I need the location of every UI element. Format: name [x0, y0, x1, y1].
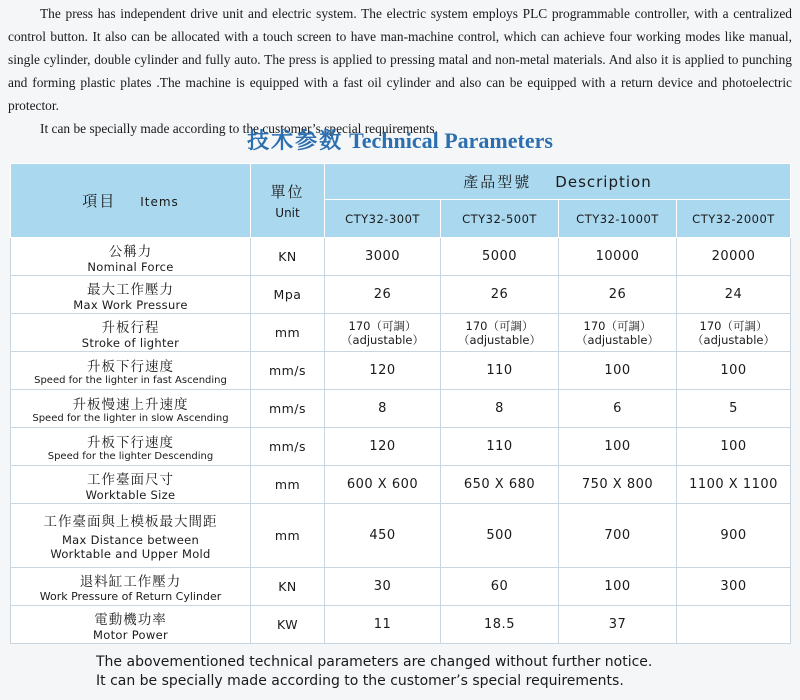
table-cell: 900 [677, 504, 791, 568]
row-label-en: Speed for the lighter in fast Ascending [34, 375, 227, 386]
row-label-en: Worktable Size [85, 487, 176, 502]
row-label-cn: 升板下行速度 [87, 435, 174, 451]
model-header: CTY32-1000T [559, 200, 677, 238]
cell-sub: （adjustable） [692, 332, 775, 347]
table-cell: 110 [441, 428, 559, 466]
table-cell [325, 314, 441, 352]
row-label-en: Stroke of lighter [81, 335, 180, 350]
table-cell [559, 314, 677, 352]
table-cell: 600 X 600 [325, 466, 441, 504]
table-cell: 10000 [559, 238, 677, 276]
table-cell: 300 [677, 568, 791, 606]
row-label [11, 504, 251, 568]
row-label-cn: 最大工作壓力 [87, 281, 174, 298]
table-cell: 110 [441, 352, 559, 390]
row-unit: KN [251, 568, 325, 606]
table-cell: 26 [559, 276, 677, 314]
table-cell: 8 [441, 390, 559, 428]
intro-paragraph-1: The press has independent drive unit and electric system. The electric system employs PLC programmable controller, with a centralized control button. It also can be allocated with a touch screen to have man-machine control, which can achieve four working modes like manual, single cylinder, double cylinder and fully auto. The press is applied to pressing matal and non-metal materials. And also it is applied to punching and forming plastic plates .The machine is equipped with a fast oil cylinder and also can be equipped with a return device and photoelectric protector. [8, 6, 792, 113]
row-unit: mm/s [251, 428, 325, 466]
table-cell: 5 [677, 390, 791, 428]
row-label-en-2: Worktable and Upper Mold [50, 547, 211, 561]
row-label [11, 428, 251, 466]
row-label-cn: 公稱力 [108, 243, 153, 260]
table-cell [677, 314, 791, 352]
intro-text [8, 2, 792, 140]
heading-cn: 技术参数 [247, 129, 344, 154]
row-unit: mm [251, 466, 325, 504]
cell-sub: （adjustable） [458, 332, 541, 347]
table-row [11, 504, 791, 568]
table-row [11, 466, 791, 504]
heading-en: Technical Parameters [349, 128, 553, 153]
table-cell: 100 [559, 428, 677, 466]
table-cell: 18.5 [441, 606, 559, 644]
table-cell: 30 [325, 568, 441, 606]
row-label-en: Speed for the lighter in slow Ascending [32, 413, 229, 424]
row-unit: mm [251, 314, 325, 352]
cell-value: 170（可調） [583, 318, 652, 333]
table-cell: 24 [677, 276, 791, 314]
table-cell [677, 606, 791, 644]
row-label-en: Speed for the lighter Descending [47, 451, 214, 462]
table-cell: 700 [559, 504, 677, 568]
table-row [11, 352, 791, 390]
table-cell: 26 [441, 276, 559, 314]
unit-header [251, 164, 325, 238]
row-label-cn: 升板行程 [101, 319, 160, 336]
items-header [11, 164, 251, 238]
table-row [11, 390, 791, 428]
section-heading [0, 126, 800, 157]
table-cell: 26 [325, 276, 441, 314]
items-header-cn: 項目 [82, 192, 117, 210]
row-label [11, 466, 251, 504]
cell-value: 170（可調） [465, 318, 534, 333]
row-label [11, 568, 251, 606]
table-cell: 750 X 800 [559, 466, 677, 504]
table-cell: 500 [441, 504, 559, 568]
row-label [11, 390, 251, 428]
parameters-table [10, 163, 791, 644]
table-cell: 120 [325, 428, 441, 466]
row-unit: KW [251, 606, 325, 644]
cell-sub: （adjustable） [341, 332, 424, 347]
cell-sub: （adjustable） [576, 332, 659, 347]
row-label [11, 314, 251, 352]
table-row [11, 276, 791, 314]
row-unit: Mpa [251, 276, 325, 314]
row-label [11, 276, 251, 314]
table-cell: 6 [559, 390, 677, 428]
table-cell: 37 [559, 606, 677, 644]
table-cell: 100 [559, 352, 677, 390]
row-unit: KN [251, 238, 325, 276]
table-cell: 20000 [677, 238, 791, 276]
table-row [11, 314, 791, 352]
table-row [11, 238, 791, 276]
table-row [11, 568, 791, 606]
row-label-cn: 升板下行速度 [87, 359, 174, 375]
row-label-cn: 電動機功率 [94, 611, 167, 628]
row-unit: mm/s [251, 390, 325, 428]
table-cell: 120 [325, 352, 441, 390]
intro-paragraph-2: It can be specially made according to the customer’s special requirements. [40, 121, 438, 136]
unit-header-cn: 單位 [270, 183, 305, 201]
table-cell: 100 [559, 568, 677, 606]
row-unit: mm [251, 504, 325, 568]
row-label-cn: 工作臺面尺寸 [87, 471, 174, 488]
description-header-cn: 產品型號 [463, 173, 532, 191]
row-label-cn: 退料缸工作壓力 [79, 574, 182, 590]
items-header-en: Items [140, 195, 179, 209]
row-label-cn: 升板慢速上升速度 [72, 397, 189, 413]
model-header: CTY32-2000T [677, 200, 791, 238]
table-cell: 100 [677, 352, 791, 390]
table-cell: 8 [325, 390, 441, 428]
footer-note [96, 653, 746, 691]
row-label-en: Max Work Pressure [73, 297, 188, 312]
table-cell: 100 [677, 428, 791, 466]
table-cell: 1100 X 1100 [677, 466, 791, 504]
table-cell: 60 [441, 568, 559, 606]
table-cell: 450 [325, 504, 441, 568]
model-header: CTY32-500T [441, 200, 559, 238]
table-cell [441, 314, 559, 352]
table-cell: 11 [325, 606, 441, 644]
row-label-en: Nominal Force [87, 259, 174, 274]
unit-header-en: Unit [275, 206, 300, 220]
table-cell: 650 X 680 [441, 466, 559, 504]
cell-value: 170（可調） [348, 318, 417, 333]
row-label [11, 606, 251, 644]
footer-line-2: It can be specially made according to the customer’s special requirements. [96, 673, 624, 689]
row-unit: mm/s [251, 352, 325, 390]
footer-line-1: The abovementioned technical parameters are changed without further notice. [96, 654, 653, 670]
model-header: CTY32-300T [325, 200, 441, 238]
row-label [11, 352, 251, 390]
row-label-en: Work Pressure of Return Cylinder [39, 590, 222, 603]
description-header [325, 164, 791, 200]
row-label-en: Motor Power [93, 627, 168, 642]
row-label-cn: 工作臺面與上模板最大間距 [43, 514, 218, 530]
table-row [11, 606, 791, 644]
table-row [11, 428, 791, 466]
table-cell: 5000 [441, 238, 559, 276]
row-label-en: Max Distance between [61, 533, 200, 547]
description-header-en: Description [555, 173, 652, 191]
table-cell: 3000 [325, 238, 441, 276]
cell-value: 170（可調） [699, 318, 768, 333]
row-label [11, 238, 251, 276]
